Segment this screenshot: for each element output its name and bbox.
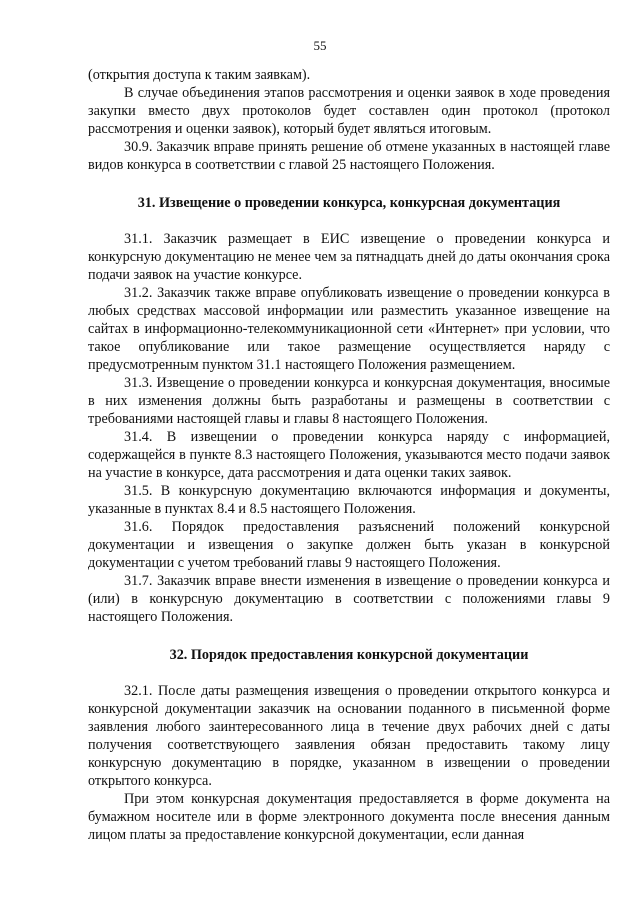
paragraph: 31.1. Заказчик размещает в ЕИС извещение о проведении конкурса и конкурсную документацию не менее чем за пятнадцать дней до даты окончания срока подачи заявок на участие конкурсе. — [88, 231, 610, 283]
paragraph: 31.6. Порядок предоставления разъяснений положений конкурсной документации и извещения о закупке должен быть указан в конкурсной документации с учетом требований главы 9 настоящего Положения. — [88, 519, 610, 571]
section-heading-32: 32. Порядок предоставления конкурсной документации — [169, 647, 529, 663]
paragraph: 31.7. Заказчик вправе внести изменения в извещение о проведении конкурса и (или) в конкурсную документацию в соответствии с положениями главы 9 настоящего Положения. — [88, 573, 610, 625]
section-heading-31: 31. Извещение о проведении конкурса, конкурсная документация — [137, 195, 561, 211]
paragraph: 30.9. Заказчик вправе принять решение об отмене указанных в настоящей главе видов конкурса в соответствии с главой 25 настоящего Положения. — [88, 139, 610, 173]
page-content — [88, 66, 610, 844]
paragraph: При этом конкурсная документация предоставляется в форме документа на бумажном носителе или в форме электронного документа после внесения данным лицом платы за предоставление конкурсной документации, если данная — [88, 791, 610, 843]
page-number: 55 — [313, 38, 327, 53]
paragraph: В случае объединения этапов рассмотрения и оценки заявок в ходе проведения закупки вместо двух протоколов будет составлен один протокол (протокол рассмотрения и оценки заявок), который будет являться итоговым. — [88, 85, 610, 137]
paragraph: 31.3. Извещение о проведении конкурса и конкурсная документация, вносимые в них изменения должны быть разработаны и размещены в соответствии с требованиями настоящей главы и главы 8 настоящего Положения. — [88, 375, 610, 427]
paragraph: 31.5. В конкурсную документацию включаются информация и документы, указанные в пунктах 8.4 и 8.5 настоящего Положения. — [88, 483, 610, 517]
paragraph: (открытия доступа к таким заявкам). — [88, 67, 311, 83]
paragraph: 31.4. В извещении о проведении конкурса наряду с информацией, содержащейся в пункте 8.3 настоящего Положения, указываются место подачи заявок на участие в конкурсе, дата рассмотрения и дата оценки таких заявок. — [88, 429, 610, 481]
paragraph: 32.1. После даты размещения извещения о проведении открытого конкурса и конкурсной документации заказчик на основании поданного в письменной форме заявления любого заинтересованного лица в течение двух рабочих дней с даты получения соответствующего заявления обязан предоставить такому лицу конкурсную документацию в порядке, указанном в извещении о проведении открытого конкурса. — [88, 683, 610, 789]
paragraph: 31.2. Заказчик также вправе опубликовать извещение о проведении конкурса в любых средствах массовой информации или разместить указанное извещение на сайтах в информационно-телекоммуникационной сети «Интернет» при условии, что такое опубликование или такое размещение осуществляется наряду с предусмотренным пунктом 31.1 настоящего Положения размещением. — [88, 285, 610, 373]
